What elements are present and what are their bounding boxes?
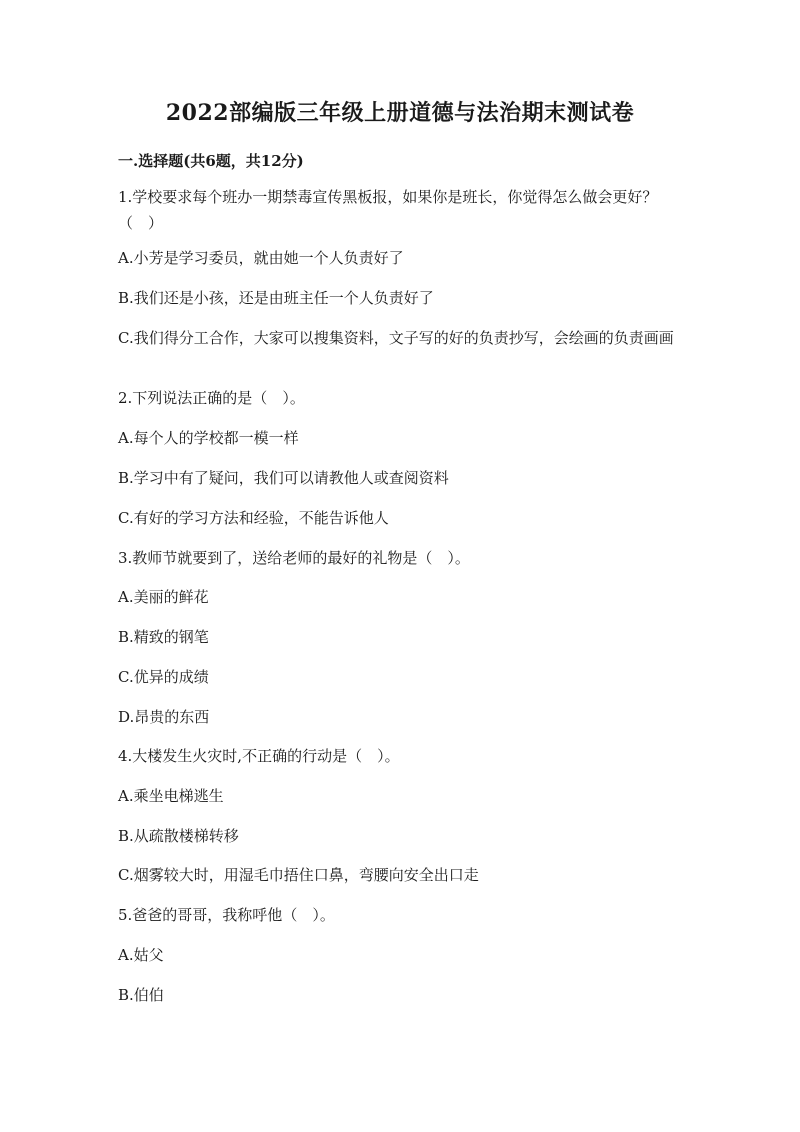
section-heading: 一.选择题(共6题，共12分) bbox=[118, 152, 304, 170]
question-3-option-d: D.昂贵的东西 bbox=[118, 708, 210, 726]
question-5-stem: 5.爸爸的哥哥，我称呼他（ ）。 bbox=[118, 906, 335, 924]
question-4-option-b: B.从疏散楼梯转移 bbox=[118, 827, 239, 845]
question-1-option-c: C.我们得分工合作，大家可以搜集资料，文子写的好的负责抄写，会绘画的负责画画 bbox=[118, 329, 674, 347]
question-4-option-c: C.烟雾较大时，用湿毛巾捂住口鼻，弯腰向安全出口走 bbox=[118, 866, 479, 884]
question-1-option-a: A.小芳是学习委员，就由她一个人负责好了 bbox=[118, 249, 404, 267]
question-5-option-a: A.姑父 bbox=[118, 946, 164, 964]
question-5-option-b: B.伯伯 bbox=[118, 986, 164, 1004]
question-1-option-b: B.我们还是小孩，还是由班主任一个人负责好了 bbox=[118, 289, 434, 307]
question-4-option-a: A.乘坐电梯逃生 bbox=[118, 787, 224, 805]
question-1-stem: 1.学校要求每个班办一期禁毒宣传黑板报，如果你是班长，你觉得怎么做会更好？（ ） bbox=[118, 188, 658, 232]
page-title: 2022部编版三年级上册道德与法治期末测试卷 bbox=[165, 100, 635, 126]
question-2-option-c: C.有好的学习方法和经验，不能告诉他人 bbox=[118, 509, 389, 527]
question-4-stem: 4.大楼发生火灾时,不正确的行动是（ ）。 bbox=[118, 747, 400, 765]
question-2-stem: 2.下列说法正确的是（ ）。 bbox=[118, 389, 305, 407]
question-3-option-b: B.精致的钢笔 bbox=[118, 628, 209, 646]
question-2-option-a: A.每个人的学校都一模一样 bbox=[118, 429, 299, 447]
question-3-option-c: C.优异的成绩 bbox=[118, 668, 209, 686]
question-3-option-a: A.美丽的鲜花 bbox=[118, 588, 209, 606]
question-2-option-b: B.学习中有了疑问，我们可以请教他人或查阅资料 bbox=[118, 469, 449, 487]
question-3-stem: 3.教师节就要到了，送给老师的最好的礼物是（ ）。 bbox=[118, 549, 470, 567]
